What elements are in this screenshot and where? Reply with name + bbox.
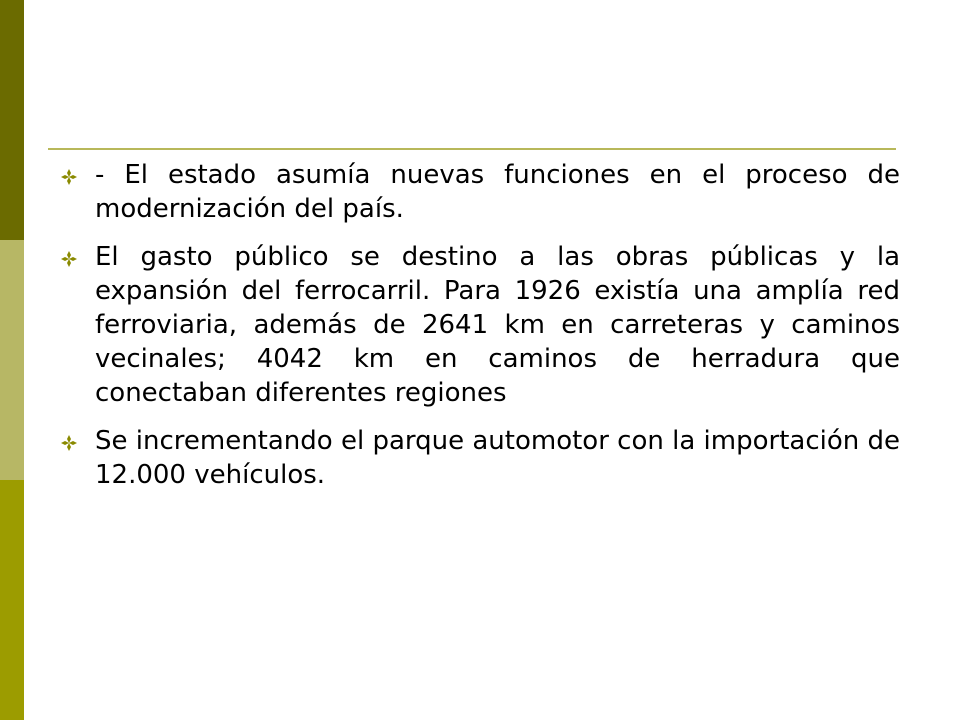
bullet-item [60,424,900,492]
bullet-text: - El estado asumía nuevas funciones en el proceso de modernización del país. [95,160,900,224]
side-bar-bottom-segment [0,480,24,720]
side-bar-top-segment [0,0,24,240]
diamond-bullet-icon [60,168,78,186]
bullet-item [60,240,900,410]
side-accent-bar [0,0,24,720]
bullet-text: Se incrementando el parque automotor con la importación de 12.000 vehículos. [95,426,900,490]
bullet-item [60,158,900,226]
side-bar-middle-segment [0,240,24,480]
bullet-list [60,158,900,506]
diamond-bullet-icon [60,434,78,452]
bullet-text: El gasto público se destino a las obras públicas y la expansión del ferrocarril. Para 1926 existía una amplía red ferroviaria, además de 2641 km en carreteras y caminos vecinales; 4042 km en caminos de herradura que conectaban diferentes regiones [95,242,900,408]
diamond-bullet-icon [60,250,78,268]
title-divider-line [48,148,896,150]
